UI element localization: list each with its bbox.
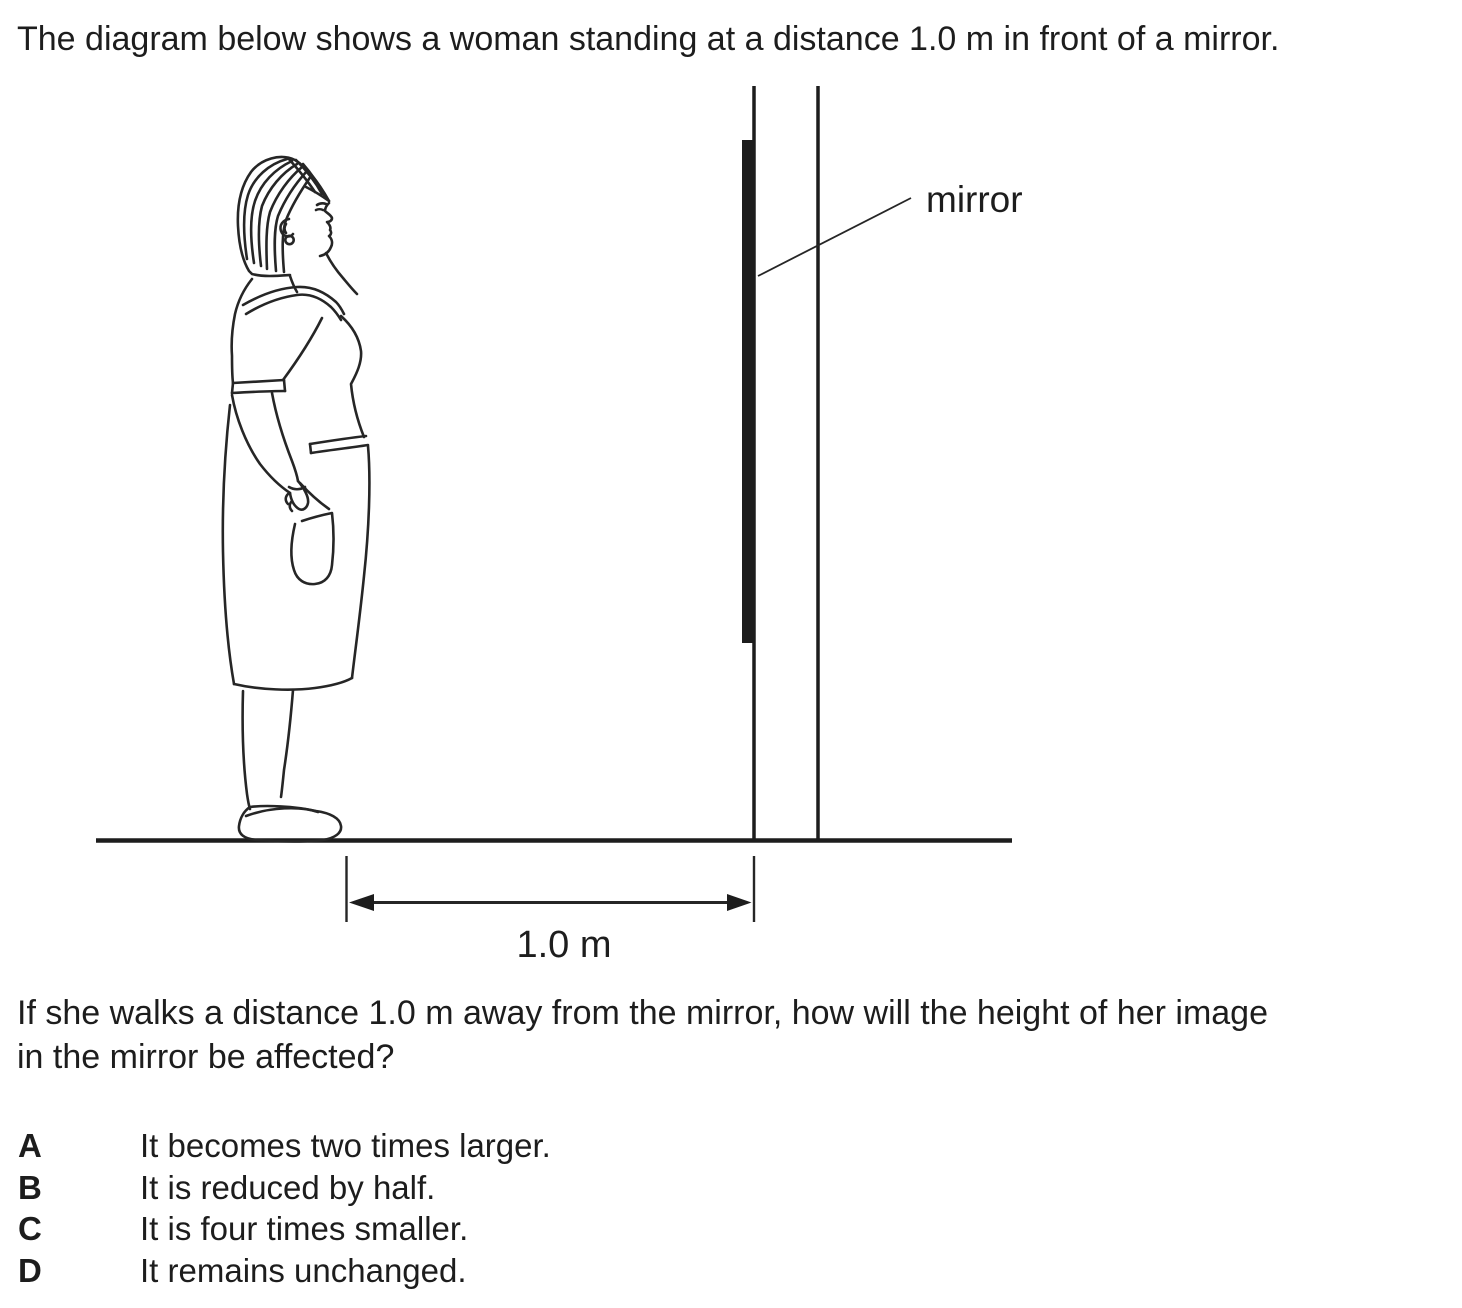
arrowhead-left-icon <box>349 894 374 911</box>
option-b-letter: B <box>18 1168 42 1206</box>
question-text <box>17 991 1452 1079</box>
option-c <box>18 1208 1218 1250</box>
option-d-text: It remains unchanged. <box>140 1251 467 1289</box>
option-d <box>18 1250 1218 1292</box>
woman-figure <box>223 157 370 841</box>
question-line-1: If she walks a distance 1.0 m away from the mirror, how will the height of her image <box>17 994 1268 1032</box>
option-b-text: It is reduced by half. <box>140 1168 436 1206</box>
dimension-arrow <box>347 856 755 922</box>
distance-label: 1.0 m <box>516 924 612 966</box>
option-d-letter: D <box>18 1251 42 1289</box>
mirror-label: mirror <box>926 179 1023 220</box>
option-a-text: It becomes two times larger. <box>140 1127 551 1164</box>
question-intro-text: The diagram below shows a woman standing at a distance 1.0 m in front of a mirror. <box>17 20 1280 58</box>
mirror-leader-line <box>758 198 911 276</box>
answer-options <box>18 1125 1218 1291</box>
question-line-2: in the mirror be affected? <box>17 1038 395 1076</box>
arrowhead-right-icon <box>727 894 752 911</box>
mirror-bar <box>742 140 756 643</box>
option-c-letter: C <box>18 1210 42 1247</box>
option-b <box>18 1167 1218 1209</box>
option-a <box>18 1125 1218 1167</box>
option-a-letter: A <box>18 1127 42 1164</box>
option-c-text: It is four times smaller. <box>140 1210 469 1247</box>
